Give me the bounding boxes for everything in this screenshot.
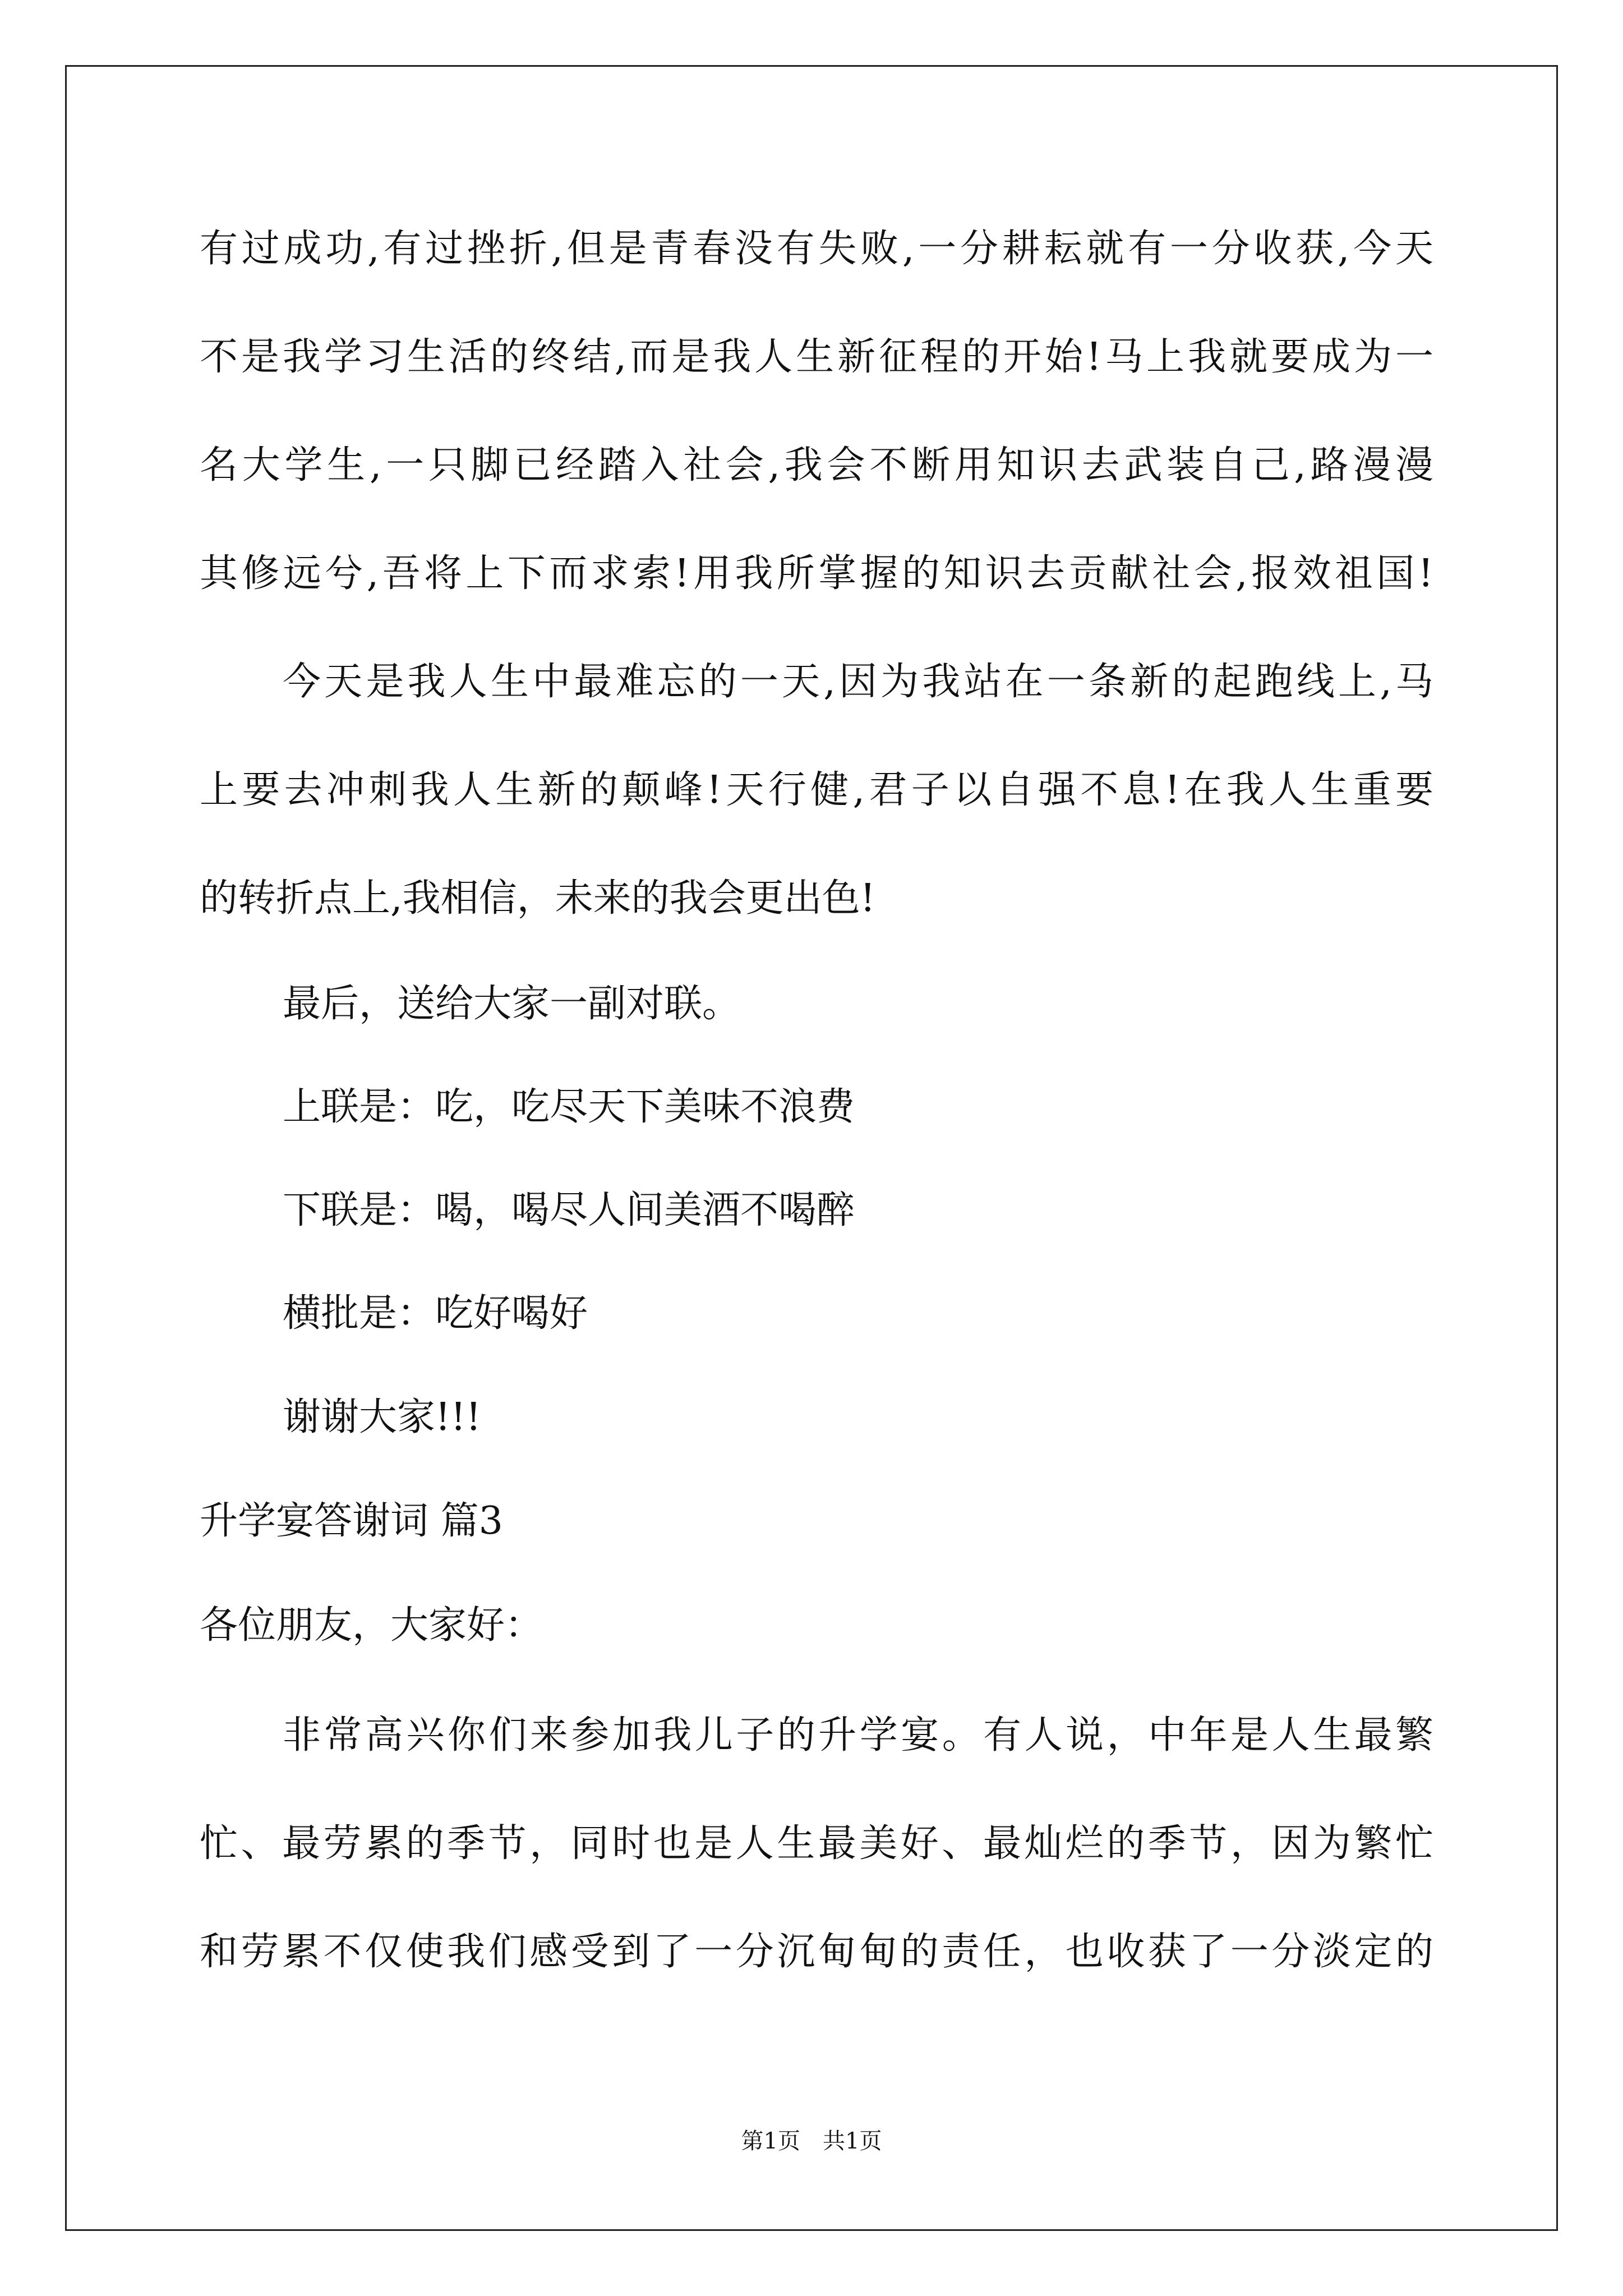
text-line: 的转折点上,我相信，未来的我会更出色!	[200, 876, 875, 921]
text-line: 忙、最劳累的季节，同时也是人生最美好、最灿烂的季节，因为繁忙	[200, 1821, 1433, 1866]
text-line: 其修远兮,吾将上下而求索!用我所掌握的知识去贡献社会,报效祖国!	[200, 551, 1433, 596]
text-line: 最后，送给大家一副对联。	[283, 982, 741, 1026]
text-line: 有过成功,有过挫折,但是青春没有失败,一分耕耘就有一分收获,今天	[200, 227, 1433, 271]
greeting-line: 各位朋友，大家好：	[200, 1603, 543, 1648]
section-title: 升学宴答谢词 篇3	[200, 1499, 503, 1543]
page-border	[65, 65, 1558, 2231]
text-line: 名大学生,一只脚已经踏入社会,我会不断用知识去武装自己,路漫漫	[200, 443, 1433, 487]
text-line: 非常高兴你们来参加我儿子的升学宴。有人说，中年是人生最繁	[283, 1713, 1433, 1757]
text-line: 谢谢大家!!!	[283, 1395, 481, 1439]
text-line: 上要去冲刺我人生新的颠峰!天行健,君子以自强不息!在我人生重要	[200, 768, 1433, 812]
text-line: 不是我学习生活的终结,而是我人生新征程的开始!马上我就要成为一	[200, 335, 1433, 379]
text-line: 今天是我人生中最难忘的一天,因为我站在一条新的起跑线上,马	[283, 660, 1433, 704]
text-line: 下联是：喝，喝尽人间美酒不喝醉	[283, 1188, 855, 1232]
text-line: 上联是：吃，吃尽天下美味不浪费	[283, 1085, 855, 1129]
text-line: 横批是：吃好喝好	[283, 1291, 588, 1336]
page-number-footer: 第1页 共1页	[741, 2128, 882, 2154]
text-line: 和劳累不仅使我们感受到了一分沉甸甸的责任，也收获了一分淡定的	[200, 1930, 1433, 1974]
